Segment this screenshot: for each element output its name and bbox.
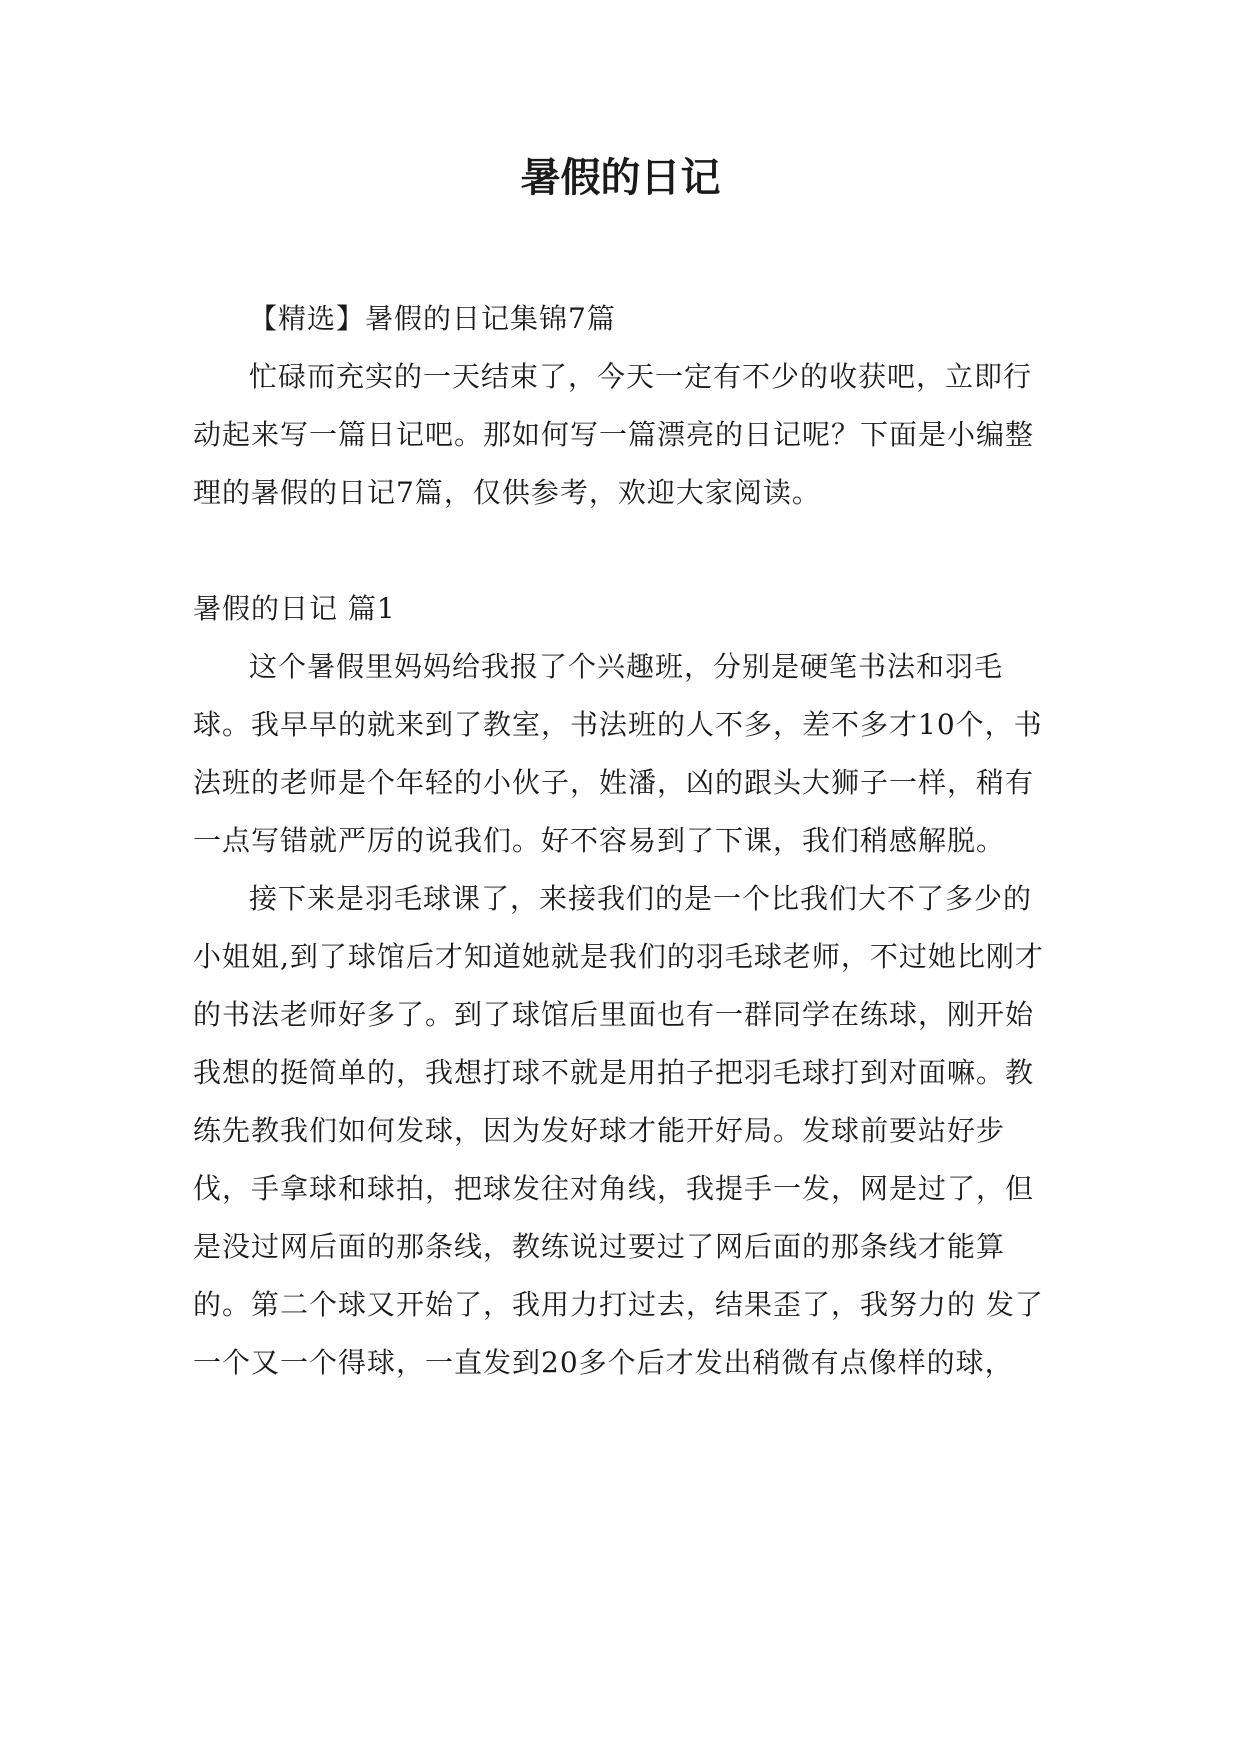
body-paragraph: 这个暑假里妈妈给我报了个兴趣班，分别是硬笔书法和羽毛球。我早早的就来到了教室，书法班的人不多，差不多才10个，书法班的老师是个年轻的小伙子，姓潘，凶的跟头大狮子一样，稍有一点写错就严厉的说我们。好不容易到了下课，我们稍感解脱。 [193, 650, 1043, 857]
document-title: 暑假的日记 [520, 155, 721, 201]
section-heading: 暑假的日记 篇1 [193, 592, 396, 625]
body-paragraph: 接下来是羽毛球课了，来接我们的是一个比我们大不了多少的小姐姐,到了球馆后才知道她就是我们的羽毛球老师，不过她比刚才的书法老师好多了。到了球馆后里面也有一群同学在练球，刚开始我想的挺简单的，我想打球不就是用拍子把羽毛球打到对面嘛。教练先教我们如何发球，因为发好球才能开好局。发球前要站好步伐，手拿球和球拍，把球发往对角线，我提手一发，网是过了，但是没过网后面的那条线，教练说过要过了网后面的那条线才能算的。第二个球又开始了，我用力打过去，结果歪了，我努力的 发了一个又一个得球，一直发到20多个后才发出稍微有点像样的球， [193, 882, 1044, 1379]
intro-paragraph: 忙碌而充实的一天结束了，今天一定有不少的收获吧，立即行动起来写一篇日记吧。那如何写一篇漂亮的日记呢？下面是小编整理的暑假的日记7篇，仅供参考，欢迎大家阅读。 [193, 360, 1035, 509]
document-subtitle: 【精选】暑假的日记集锦7篇 [249, 302, 616, 335]
document-body [193, 290, 1055, 1392]
